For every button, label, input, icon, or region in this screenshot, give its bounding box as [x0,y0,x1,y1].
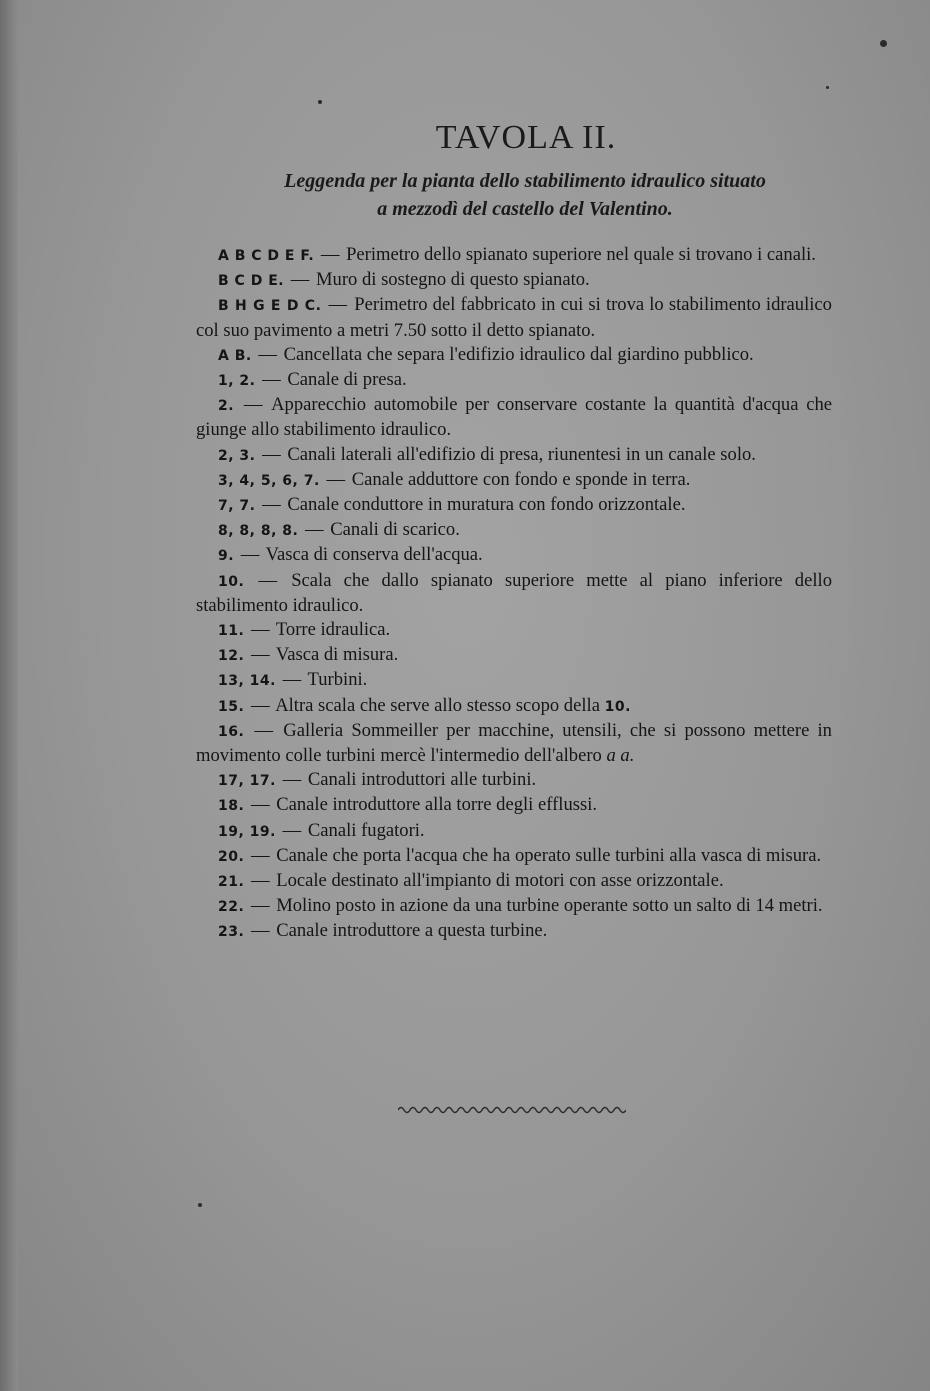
legend-reference-number: 10. [604,698,631,715]
legend-entry [196,493,832,518]
legend-key: 8, 8, 8, 8. [218,523,299,540]
legend-key: 9. [218,548,235,565]
legend-entry [196,393,832,442]
legend-entry [196,869,832,894]
legend-entry [196,844,832,869]
legend-description: Canale conduttore in muratura con fondo orizzontale. [287,494,686,516]
legend-dash: — [250,870,270,892]
legend-key: 2, 3. [218,447,256,464]
legend-dash: — [258,343,277,365]
legend-dash: — [250,619,270,641]
legend-description: Vasca di conserva dell'acqua. [265,544,483,566]
legend-dash: — [326,468,346,490]
legend-key: 2. [218,398,235,415]
legend-dash: — [328,294,348,316]
document-body [196,115,832,945]
legend-entry [196,719,832,768]
legend-description: Apparecchio automobile per conservare costante la quantità d'acqua che giunge allo stabilimento idraulico. [196,394,832,441]
legend-key: 19, 19. [218,823,276,840]
legend-entry [196,919,832,944]
legend-dash: — [262,369,281,391]
legend-dash: — [258,569,278,591]
legend-entry [196,819,832,844]
subtitle-line-2: a mezzodì del castello del Valentino. [377,198,673,220]
legend-description: Perimetro del fabbricato in cui si trova lo stabilimento idraulico col suo pavimento a metri 7.50 sotto il detto spianato. [196,294,832,341]
legend-key: 18. [218,798,245,815]
legend-key: B C D E. [218,273,285,290]
legend-description: Muro di sostegno di questo spianato. [315,269,590,291]
legend-dash: — [243,394,263,416]
subtitle-line-1: Leggenda per la pianta dello stabilimento idraulico situato [284,170,766,192]
legend-dash: — [320,244,340,265]
legend-dash: — [250,895,270,917]
legend-entry [196,643,832,668]
ink-speck [318,100,322,104]
legend-description: Canale introduttore a questa turbine. [276,920,548,942]
legend-key: 22. [218,899,245,916]
ornamental-rule [398,1103,626,1117]
legend-dash: — [250,644,270,666]
legend-description: Turbini. [307,669,368,691]
legend-dash: — [290,269,310,291]
legend-dash: — [282,769,302,791]
legend-entry [196,569,832,618]
legend-description: Canali laterali all'edifizio di presa, riunentesi in un canale solo. [287,443,756,465]
legend-dash: — [305,519,324,541]
legend-description: Canale di presa. [287,369,407,391]
legend-dash: — [250,844,270,866]
legend-entry [196,668,832,693]
page-title: TAVOLA II. [435,119,617,156]
legend-description: Scala che dallo spianato superiore mette al piano inferiore dello stabilimento idraulico. [196,569,832,616]
legend-dash: — [250,794,270,816]
legend-key: A B. [218,347,252,364]
legend-key: 11. [218,623,245,640]
legend-key: A B C D E F. [218,248,315,264]
legend-key: 16. [218,723,245,740]
legend-dash: — [262,443,281,465]
legend-entry-list [196,243,832,945]
legend-description: Perimetro dello spianato superiore nel quale si trovano i canali. [346,244,816,265]
legend-description: Locale destinato all'impianto di motori con asse orizzontale. [276,870,724,892]
legend-description: Molino posto in azione da una turbine operante sotto un salto di 14 metri. [276,895,823,917]
ink-speck [826,86,829,89]
legend-key: 17, 17. [218,773,276,790]
legend-key: 13, 14. [218,673,276,690]
legend-description: Canali di scarico. [330,519,460,541]
legend-entry [196,543,832,568]
legend-description: Canale adduttore con fondo e sponde in terra. [351,468,691,490]
legend-description: Canale introduttore alla torre degli efflussi. [276,794,598,816]
legend-description: Canale che porta l'acqua che ha operato sulle turbini alla vasca di misura. [276,844,822,866]
legend-entry [196,518,832,543]
legend-key: 12. [218,648,245,665]
legend-key: 3, 4, 5, 6, 7. [218,472,320,489]
legend-entry [196,894,832,919]
legend-entry [196,768,832,793]
legend-subtitle [218,167,832,223]
legend-description: Cancellata che separa l'edifizio idraulico dal giardino pubblico. [283,343,754,365]
legend-dash: — [282,819,302,841]
legend-key: 15. [218,698,245,715]
legend-description: Torre idraulica. [275,619,391,641]
legend-entry [196,268,832,293]
legend-entry [196,694,832,719]
legend-dash: — [254,719,274,741]
legend-dash: — [262,494,281,516]
legend-entry [196,618,832,643]
legend-entry [196,243,832,268]
legend-description: Canali introduttori alle turbini. [307,769,537,791]
legend-entry [196,793,832,818]
legend-entry [196,368,832,393]
ink-speck [880,40,887,47]
legend-description: Canali fugatori. [307,819,425,841]
page-edge-shadow [0,0,18,1391]
legend-dash: — [250,694,270,716]
legend-key: 23. [218,924,245,941]
legend-key: 21. [218,874,245,891]
legend-dash: — [250,920,270,942]
legend-entry [196,468,832,493]
legend-key: 20. [218,848,245,865]
legend-description: Galleria Sommeiller per macchine, utensili, che si possono mettere in movimento colle turbini mercè l'intermedio dell'albero [196,719,832,767]
legend-description: Vasca di misura. [275,644,399,666]
legend-dash: — [282,669,302,691]
legend-dash: — [240,544,260,566]
ink-speck [198,1203,202,1207]
legend-shaft-label: a a. [606,745,635,767]
legend-entry [196,443,832,468]
legend-key: B H G E D C. [218,298,322,315]
legend-key: 1, 2. [218,373,256,390]
legend-key: 10. [218,573,245,590]
legend-key: 7, 7. [218,498,256,515]
legend-entry [196,293,832,342]
legend-entry [196,343,832,368]
legend-description: Altra scala che serve allo stesso scopo della [275,694,605,716]
